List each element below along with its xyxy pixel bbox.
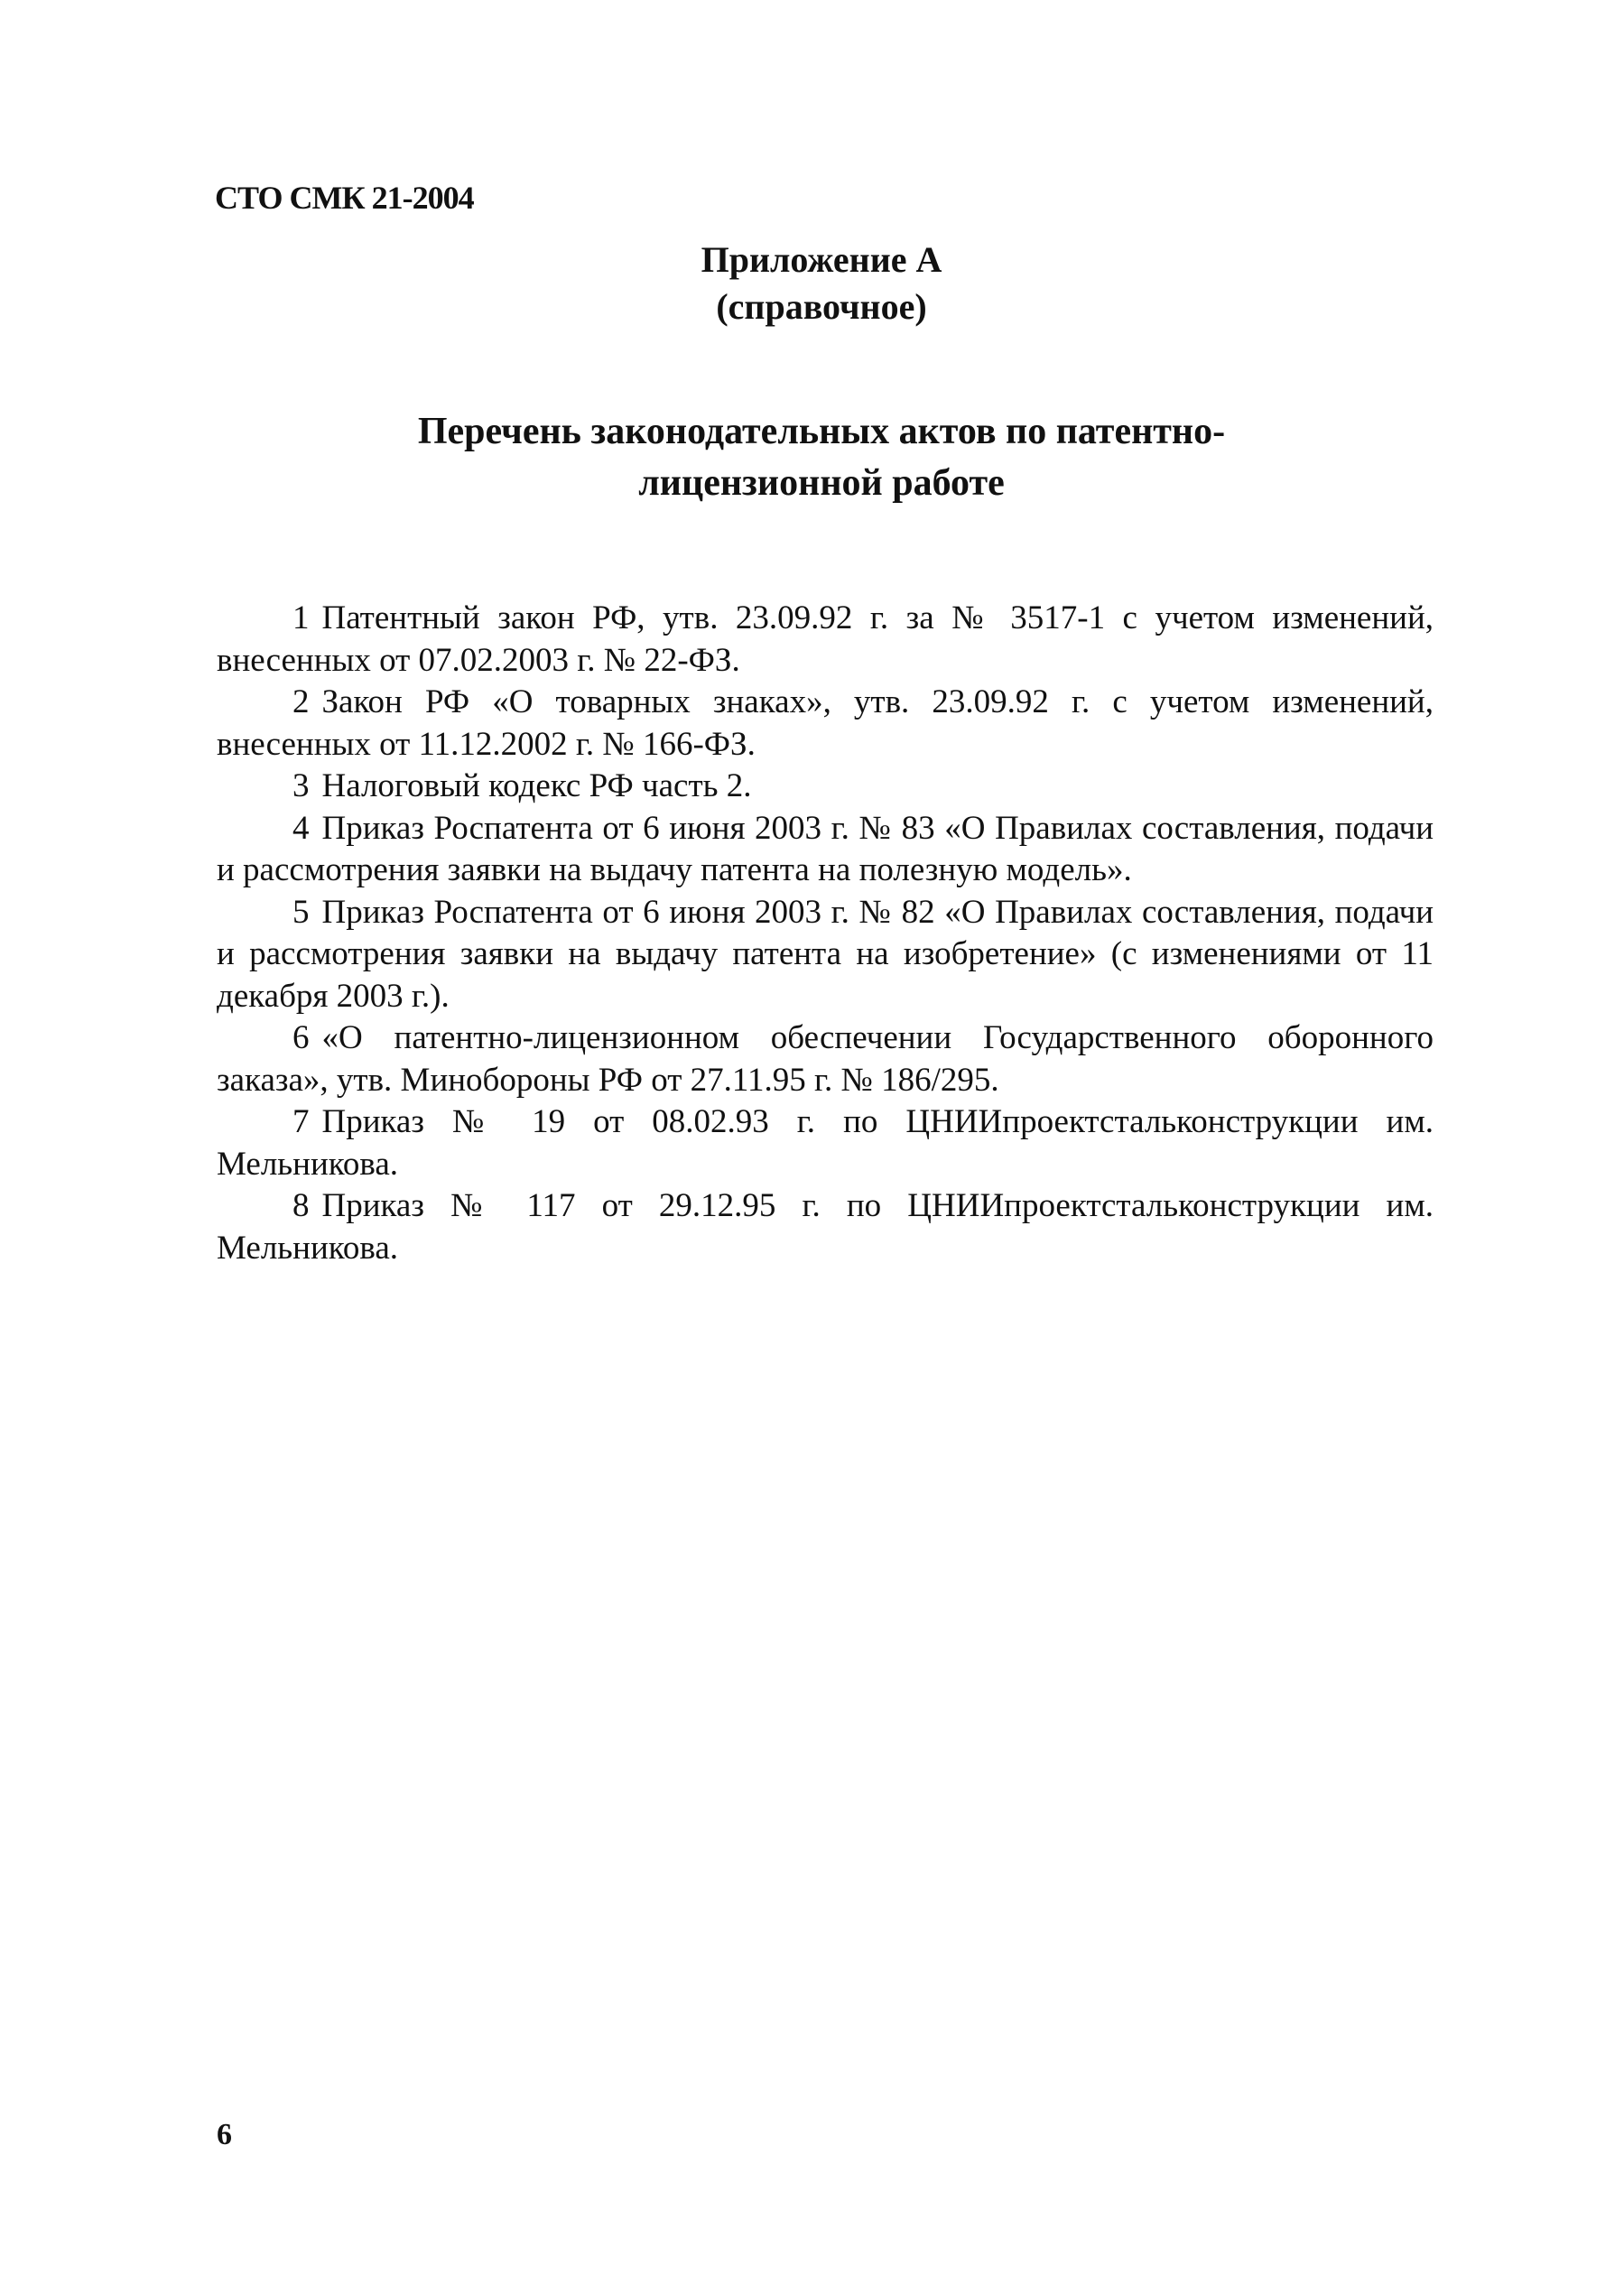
list-item-text: Приказ № 19 от 08.02.93 г. по ЦНИИпроектстальконструкции им. Мельникова. — [217, 1103, 1434, 1183]
list-item — [217, 808, 1434, 892]
list-item-text: Приказ Роспатента от 6 июня 2003 г. № 82 «О Правилах составления, подачи и рассмотрения заявки на выдачу патента на изобретение» (с изменениями от 11 декабря 2003 г.). — [217, 893, 1434, 1015]
list-item-number: 2 — [292, 683, 310, 720]
list-item — [217, 892, 1434, 1018]
list-item-text: Приказ Роспатента от 6 июня 2003 г. № 83 «О Правилах составления, подачи и рассмотрения заявки на выдачу патента на полезную модель». — [217, 809, 1434, 888]
list-item-number: 8 — [292, 1187, 310, 1224]
page-title-line-1: Перечень законодательных актов по патентно- — [417, 411, 1226, 452]
list-item-number: 3 — [292, 767, 310, 804]
appendix-type: (справочное) — [716, 286, 927, 327]
list-item — [217, 1185, 1434, 1269]
list-item-text: «О патентно-лицензионном обеспечении Государственного оборонного заказа», утв. Минобороны РФ от 27.11.95 г. № 186/295. — [217, 1019, 1434, 1099]
list-item-text: Налоговый кодекс РФ часть 2. — [321, 767, 752, 804]
list-item-number: 6 — [292, 1019, 310, 1056]
page-title-line-2: лицензионной работе — [638, 462, 1005, 504]
list-item-number: 4 — [292, 809, 310, 847]
appendix-heading — [632, 237, 1011, 330]
list-item-text: Приказ № 117 от 29.12.95 г. по ЦНИИпроектстальконструкции им. Мельникова. — [217, 1187, 1434, 1267]
list-item — [217, 1017, 1434, 1101]
list-item-number: 1 — [292, 599, 310, 636]
list-item-number: 5 — [292, 893, 310, 931]
list-item — [217, 766, 1434, 808]
page-title — [325, 406, 1318, 509]
list-item-number: 7 — [292, 1103, 310, 1140]
list-item — [217, 1101, 1434, 1185]
document-code: СТО СМК 21-2004 — [215, 180, 474, 216]
list-item — [217, 598, 1434, 682]
list-item — [217, 682, 1434, 766]
page-number: 6 — [217, 2118, 232, 2151]
list-item-text: Закон РФ «О товарных знаках», утв. 23.09.92 г. с учетом изменений, внесенных от 11.12.2002 г. № 166-ФЗ. — [217, 683, 1434, 763]
appendix-label: Приложение А — [701, 239, 942, 280]
list-item-text: Патентный закон РФ, утв. 23.09.92 г. за № 3517-1 с учетом изменений, внесенных от 07.02.2003 г. № 22-ФЗ. — [217, 599, 1434, 679]
legislative-acts-list — [217, 598, 1434, 1269]
